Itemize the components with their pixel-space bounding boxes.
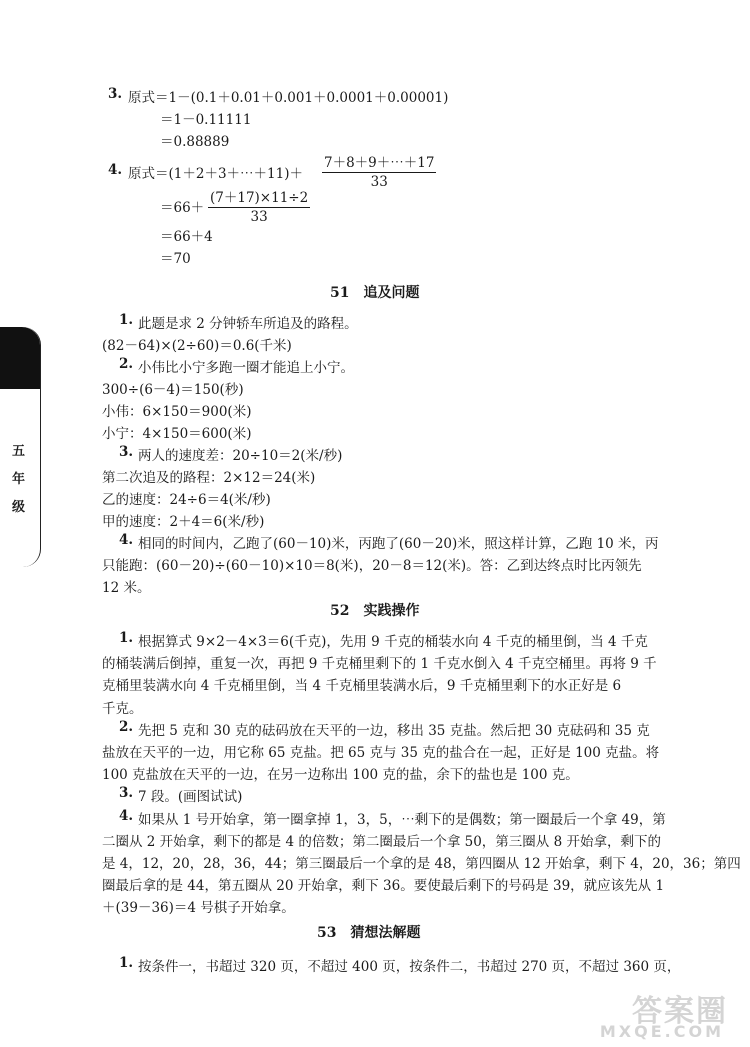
s53-text-line: 按条件一，书超过 320 页，不超过 400 页，按条件二，书超过 270 页，不超过 360 页， xyxy=(138,959,681,975)
s51-text-line: 小伟：6×150＝900(米) xyxy=(102,404,252,420)
section-53-title: 53 猜想法解题 xyxy=(317,925,421,941)
s51-item-number: 2. xyxy=(119,356,134,372)
s51-text-line: 乙的速度：24÷6＝4(米/秒) xyxy=(102,492,271,508)
watermark-logo: 答案圈 xyxy=(632,994,728,1029)
s52-text-line: 的桶装满后倒掉，重复一次，再把 9 千克桶里剩下的 1 千克水倒入 4 千克空桶里。再将 9 千 xyxy=(102,656,657,673)
side-tab-cap xyxy=(0,327,40,389)
grade-char-3: 级 xyxy=(12,500,26,515)
s51-item-number: 3. xyxy=(119,444,134,460)
s51-text-line: 相同的时间内，乙跑了(60－10)米，丙跑了(60－20)米，照这样计算，乙跑 10 米，丙 xyxy=(138,536,659,552)
grade-char-2: 年 xyxy=(12,472,26,487)
s51-text-line: 12 米。 xyxy=(102,580,151,596)
s52-item-number: 2. xyxy=(119,718,134,735)
s52-text-line: 盐放在天平的一边，用它称 65 克盐。把 65 克与 35 克的盐合在一起，正好是 100 克盐。将 xyxy=(102,745,660,761)
section-51-title: 51 追及问题 xyxy=(330,285,420,301)
s51-text-line: (82－64)×(2÷60)＝0.6(千米) xyxy=(102,338,292,354)
q4-fraction-1-numerator: 7＋8＋9＋⋯＋17 xyxy=(322,151,436,173)
q4-line-2: ＝66＋ xyxy=(160,200,205,216)
s52-text-line: 克桶里装满水向 4 千克桶里倒，当 4 千克桶里装满水后，9 千克桶里剩下的水正好是 6 xyxy=(102,678,622,695)
q4-number: 4. xyxy=(108,162,123,178)
s51-text-line: 300÷(6－4)＝150(秒) xyxy=(102,382,244,398)
s53-item-number: 1. xyxy=(119,955,134,971)
s51-text-line: 小宁：4×150＝600(米) xyxy=(102,426,252,442)
s52-item-number: 3. xyxy=(119,785,134,802)
q4-fraction-2-denominator: 33 xyxy=(250,209,268,225)
q3-line-1: 原式＝1－(0.1＋0.01＋0.001＋0.0001＋0.00001) xyxy=(128,90,449,106)
section-52-title: 52 实践操作 xyxy=(330,603,420,619)
s52-text-line: 二圈从 2 开始拿，剩下的都是 4 的倍数；第二圈最后一个拿 50，第三圈从 8 开始拿，剩下的 xyxy=(102,833,661,850)
q4-fraction-2-numerator: (7＋17)×11÷2 xyxy=(208,186,310,208)
s52-text-line: 如果从 1 号开始拿，第一圈拿掉 1，3，5，⋯剩下的是偶数；第一圈最后一个拿 49，第 xyxy=(138,811,666,828)
q4-fraction-1 xyxy=(322,151,436,190)
q4-line-1: 原式＝(1＋2＋3＋⋯＋11)＋ xyxy=(128,166,303,182)
s51-text-line: 小伟比小宁多跑一圈才能追上小宁。 xyxy=(138,360,354,376)
s51-text-line: 第二次追及的路程：2×12＝24(米) xyxy=(102,470,316,486)
s52-text-line: 圈最后拿的是 44，第五圈从 20 开始拿，剩下 36。要使最后剩下的号码是 39，就应该先从 1 xyxy=(102,878,665,895)
q4-line-4: ＝70 xyxy=(160,251,191,267)
s52-text-line: 先把 5 克和 30 克的砝码放在天平的一边，移出 35 克盐。然后把 30 克砝码和 35 克 xyxy=(138,722,650,739)
s51-text-line: 两人的速度差：20÷10＝2(米/秒) xyxy=(138,448,343,464)
s52-text-line: 千克。 xyxy=(102,700,143,717)
s51-item-number: 4. xyxy=(119,532,134,548)
q3-line-2: ＝1－0.11111 xyxy=(160,112,252,128)
s52-item-number: 4. xyxy=(119,807,134,824)
s52-text-line: 100 克盐放在天平的一边，在另一边称出 100 克的盐，余下的盐也是 100 克。 xyxy=(102,767,579,784)
s51-text-line: 只能跑：(60－20)÷(60－10)×10＝8(米)，20－8＝12(米)。答：乙到达终点时比丙领先 xyxy=(102,558,642,574)
s52-text-line: ＋(39－36)＝4 号棋子开始拿。 xyxy=(102,900,295,917)
s52-text-line: 7 段。(画图试试) xyxy=(138,789,243,806)
watermark-url: MXQE.COM xyxy=(599,1022,724,1041)
q4-fraction-2 xyxy=(208,186,310,225)
s52-text-line: 根据算式 9×2－4×3＝6(千克)，先用 9 千克的桶装水向 4 千克的桶里倒，当 4 千克 xyxy=(138,634,648,650)
s51-text-line: 此题是求 2 分钟轿车所追及的路程。 xyxy=(138,316,358,332)
q3-line-3: ＝0.88889 xyxy=(160,134,230,150)
s52-item-number: 1. xyxy=(119,630,134,646)
s52-text-line: 是 4，12，20，28，36，44；第三圈最后一个拿的是 48，第四圈从 12 开始拿，剩下 4，20，36；第四 xyxy=(102,856,741,872)
s51-text-line: 甲的速度：2＋4＝6(米/秒) xyxy=(102,514,265,530)
s51-item-number: 1. xyxy=(119,312,134,328)
q3-number: 3. xyxy=(108,86,123,102)
grade-char-1: 五 xyxy=(12,444,26,459)
q4-line-3: ＝66＋4 xyxy=(160,229,213,245)
q4-fraction-1-denominator: 33 xyxy=(370,174,388,190)
